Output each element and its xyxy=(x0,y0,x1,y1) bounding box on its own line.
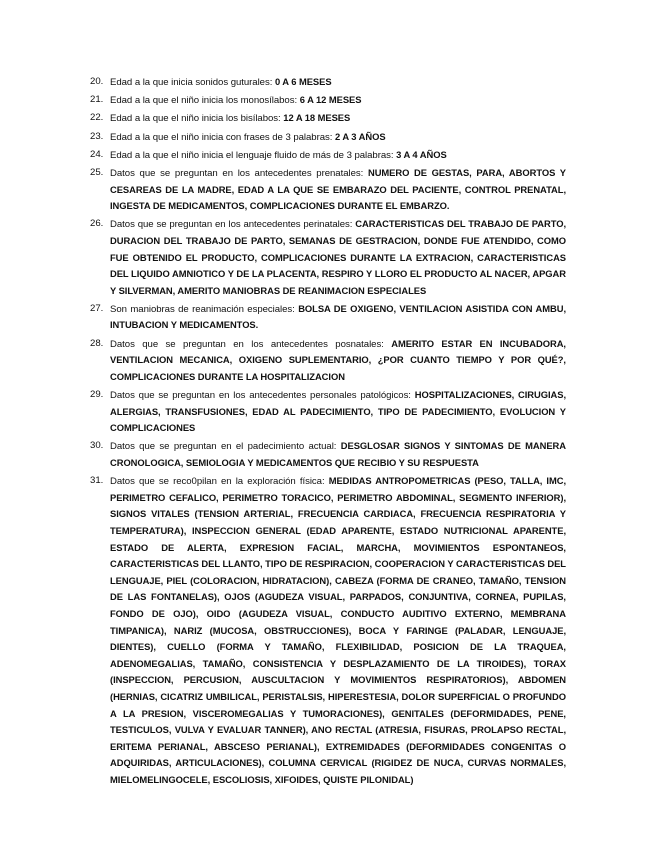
item-number: 27. xyxy=(90,302,104,314)
item-text xyxy=(110,92,566,109)
item-text xyxy=(110,387,566,437)
list-item xyxy=(90,473,566,788)
item-text xyxy=(110,110,566,127)
question-text: Edad a la que el niño inicia los monosílabos: xyxy=(110,95,300,107)
list-item xyxy=(90,129,566,146)
list-item xyxy=(90,74,566,91)
item-number: 30. xyxy=(90,440,104,452)
item-text xyxy=(110,216,566,299)
question-text: Edad a la que el niño inicia el lenguaje fluido de más de 3 palabras: xyxy=(110,149,397,161)
item-number: 25. xyxy=(90,166,104,178)
item-number: 26. xyxy=(90,218,104,230)
question-text: Edad a la que inicia sonidos guturales: xyxy=(110,77,275,88)
item-number: 28. xyxy=(90,337,104,349)
answer-text: NUMERO DE GESTAS, PARA, ABORTOS Y CESAREAS DE LA MADRE, EDAD A LA QUE SE EMBARAZO DEL PACIENTE, CONTROL PRENATAL, INGESTA DE MEDICAMENTOS, COMPLICACIONES DURANTE EL EMBARZO. xyxy=(110,166,567,212)
item-number: 20. xyxy=(90,76,104,87)
list-item xyxy=(90,336,566,386)
item-number: 31. xyxy=(90,475,104,487)
answer-text: 0 A 6 MESES xyxy=(274,76,332,87)
question-text: Datos que se preguntan en los antecedentes prenatales: xyxy=(110,167,368,179)
item-number: 24. xyxy=(90,148,104,160)
item-number: 22. xyxy=(90,112,104,124)
question-text: Son maniobras de reanimación especiales: xyxy=(110,303,299,315)
list-item xyxy=(90,110,566,127)
answer-text: HOSPITALIZACIONES, CIRUGIAS, ALERGIAS, TRANSFUSIONES, EDAD AL PADECIMIENTO, TIPO DE PADECIMIENTO, EVOLUCION Y COMPLICACIONES xyxy=(110,389,567,434)
list-item xyxy=(90,438,566,471)
answer-text: 6 A 12 MESES xyxy=(299,94,362,106)
item-text xyxy=(110,165,566,215)
list-item xyxy=(90,165,566,215)
answer-text: AMERITO ESTAR EN INCUBADORA, VENTILACION MECANICA, OXIGENO SUPLEMENTARIO, ¿POR CUANTO TIEMPO Y POR QUÉ?, COMPLICACIONES DURANTE LA HOSPITALIZACION xyxy=(110,337,566,382)
answer-text: DESGLOSAR SIGNOS Y SINTOMAS DE MANERA CRONOLOGICA, SEMIOLOGIA Y MEDICAMENTOS QUE RECIBIO Y SU RESPUESTA xyxy=(110,440,566,468)
item-number: 21. xyxy=(90,94,104,106)
item-text xyxy=(110,129,566,146)
question-text: Datos que se reco0pilan en la exploración física: xyxy=(110,476,329,488)
answer-text: BOLSA DE OXIGENO, VENTILACION ASISTIDA CON AMBU, INTUBACION Y MEDICAMENTOS. xyxy=(110,302,566,331)
answer-text: 12 A 18 MESES xyxy=(283,112,351,124)
item-number: 23. xyxy=(90,130,104,142)
item-number: 29. xyxy=(90,389,104,401)
item-text xyxy=(110,147,566,164)
answer-text: 2 A 3 AÑOS xyxy=(335,130,386,142)
item-text xyxy=(110,438,566,471)
list-item xyxy=(90,387,566,437)
item-text xyxy=(110,74,566,91)
question-text: Datos que se preguntan en los antecedentes posnatales: xyxy=(110,338,392,350)
answer-text: 3 A 4 AÑOS xyxy=(396,148,447,160)
item-text xyxy=(110,473,566,788)
item-text xyxy=(110,336,566,386)
question-text: Edad a la que el niño inicia los bisílabos: xyxy=(110,113,284,125)
list-item xyxy=(90,92,566,109)
question-text: Datos que se preguntan en los antecedentes personales patológicos: xyxy=(110,390,415,402)
list-item xyxy=(90,301,566,334)
answer-text: MEDIDAS ANTROPOMETRICAS (PESO, TALLA, IMC, PERIMETRO CEFALICO, PERIMETRO TORACICO, PERIMETRO ABDOMINAL, SEGMENTO INFERIOR), SIGNOS VITALES (TENSION ARTERIAL, FRECUENCIA CARDIACA, FRECUENCIA RESPIRATORIA Y TEMPERATURA), INSPECCION GENERAL (EDAD APARENTE, ESTADO NUTRICIONAL APARENTE, ESTADO DE ALERTA, EXPRESION FACIAL, MARCHA, MOVIMIENTOS ESPONTANEOS, CARACTERISTICAS DEL LLANTO, TIPO DE RESPIRACION, COOPERACION Y CARACTERISTICAS DEL LENGUAJE, PIEL (COLORACION, HIDRATACION), CABEZA (FORMA DE CRANEO, TAMAÑO, TENSION DE LAS FONTANELAS), OJOS (AGUDEZA VISUAL, PARPADOS, CONJUNTIVA, CORNEA, PUPILAS, FONDO DE OJO), OIDO (AGUDEZA VISUAL, CONDUCTO AUDITIVO EXTERNO, MEMBRANA TIMPANICA), NARIZ (MUCOSA, OBSTRUCCIONES), BOCA Y FARINGE (PALADAR, LENGUAJE, DIENTES), CUELLO (FORMA Y TAMAÑO, FLEXIBILIDAD, POSICION DE LA TRAQUEA, ADENOMEGALIAS, TAMAÑO, CONSISTENCIA Y DESPLAZAMIENTO DE LA TIROIDES), TORAX (INSPECCION, PERCUSION, AUSCULTACION Y MOVIMIENTOS RESPIRATORIOS), ABDOMEN (HERNIAS, CICATRIZ UMBILICAL, PERISTALSIS, HIPERESTESIA, DOLOR SUPERFICIAL O PROFUNDO A LA PRESION, VISCEROMEGALIAS Y TUMORACIONES), GENITALES (DEFORMIDADES, PENE, TESTICULOS, VULVA Y EVALUAR TANNER), ANO RECTAL (ATRESIA, FISURAS, PROLAPSO RECTAL, ERITEMA PERIANAL, ABSCESO PERIANAL), EXTREMIDADES (DEFORMIDADES CONGENITAS O ADQUIRIDAS, ARTICULACIONES), COLUMNA CERVICAL (RIGIDEZ DE NUCA, CURVAS NORMALES, MIELOMELINGOCELE, ESCOLIOSIS, XIFOIDES, QUISTE PILONIDAL) xyxy=(110,475,567,785)
question-list xyxy=(90,74,566,790)
question-text: Edad a la que el niño inicia con frases de 3 palabras: xyxy=(110,131,335,143)
answer-text: CARACTERISTICAS DEL TRABAJO DE PARTO, DURACION DEL TRABAJO DE PARTO, SEMANAS DE GESTRACION, DONDE FUE ATENDIDO, COMO FUE OBTENIDO EL PRODUCTO, COMPLICACIONES DURANTE LA EXTRACION, CARACTERISTICAS DEL LIQUIDO AMNIOTICO Y DE LA PLACENTA, RESPIRO Y LLORO EL PRODUCTO AL NACER, APGAR Y SILVERMAN, AMERITO MANIOBRAS DE REANIMACION ESPECIALES xyxy=(110,218,567,296)
question-text: Datos que se preguntan en el padecimiento actual: xyxy=(110,441,341,453)
question-text: Datos que se preguntan en los antecedentes perinatales: xyxy=(110,219,356,231)
list-item xyxy=(90,216,566,299)
list-item xyxy=(90,147,566,164)
item-text xyxy=(110,301,566,334)
